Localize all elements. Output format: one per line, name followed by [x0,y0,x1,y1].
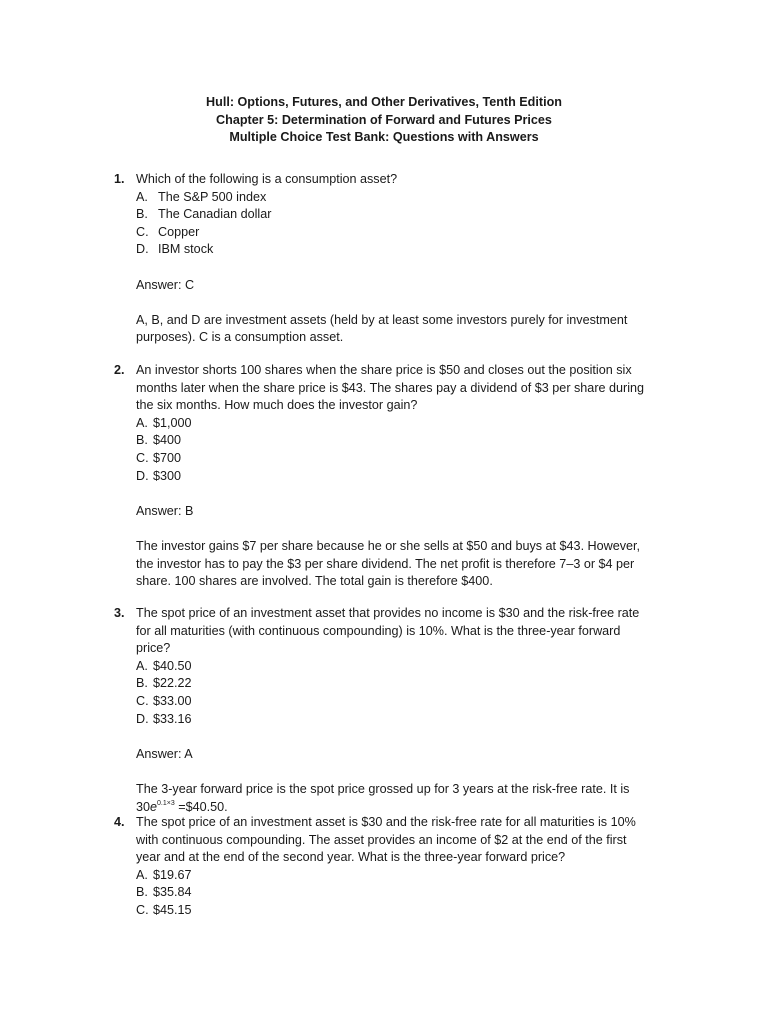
document-header [0,94,768,147]
question-number: 1. [114,172,125,186]
choice-list [136,189,654,259]
choice-list [136,415,654,485]
choice-c: C. $33.00 [136,693,192,708]
question-number: 4. [114,815,125,829]
question-text: Which of the following is a consumption asset? [136,172,398,186]
choice-a: A. $40.50 [136,658,192,673]
choice-a: A. $19.67 [136,867,192,882]
euler-e: e [150,799,158,814]
choice-a: A. The S&P 500 index [136,189,267,204]
book-title: Hull: Options, Futures, and Other Derivatives, Tenth Edition [206,95,562,109]
question-4 [114,814,654,920]
question-text: An investor shorts 100 shares when the share price is $50 and closes out the position six months later when the share price is $43. The shares pay a dividend of $3 per share during the six months. How much does the investor gain? [136,363,645,413]
choice-b: B. $35.84 [136,885,192,900]
choice-b: B. $400 [136,433,182,448]
answer-explanation: The investor gains $7 per share because he or she sells at $50 and buys at $43. However, the investor has to pay the $3 per share dividend. The net profit is therefore 7–3 or $4 per share. 100 shares are involved. The total gain is therefore $400. [136,538,641,589]
exponent: 0.1×3 [157,799,175,807]
choice-list [136,867,654,920]
choice-c: C. Copper [136,224,200,239]
question-number: 2. [114,363,125,377]
question-number: 3. [114,606,125,620]
choice-d: D. IBM stock [136,242,214,257]
question-text: The spot price of an investment asset that provides no income is $30 and the risk-free rate for all maturities (with continuous compounding) is 10%. What is the three-year forward price? [136,606,640,656]
chapter-title: Chapter 5: Determination of Forward and Futures Prices [216,112,552,127]
choice-d: D. $33.16 [136,711,192,726]
question-1 [114,171,654,347]
choice-c: C. $700 [136,450,182,465]
answer-explanation: A, B, and D are investment assets (held by at least some investors purely for investment purposes). C is a consumption asset. [136,312,628,345]
answer-explanation: The 3-year forward price is the spot price grossed up for 3 years at the risk-free rate. It is $30e^{0.1\times 3}$ =$40.50. [136,781,630,814]
answer-line: Answer: B [136,503,194,518]
choice-b: B. $22.22 [136,676,192,691]
choice-a: A. $1,000 [136,415,192,430]
test-bank-title: Multiple Choice Test Bank: Questions with Answers [229,130,539,145]
choice-list [136,658,654,728]
answer-line: Answer: A [136,746,193,761]
choice-b: B. The Canadian dollar [136,207,272,222]
question-2 [114,362,654,591]
choice-d: D. $300 [136,468,182,483]
answer-line: Answer: C [136,277,195,292]
question-3 [114,605,654,816]
question-text: The spot price of an investment asset is $30 and the risk-free rate for all maturities is 10% with continuous compounding. The asset provides an income of $2 at the end of the first year and at the end of the second year. What is the three-year forward price? [136,815,636,865]
choice-c: C. $45.15 [136,902,192,917]
